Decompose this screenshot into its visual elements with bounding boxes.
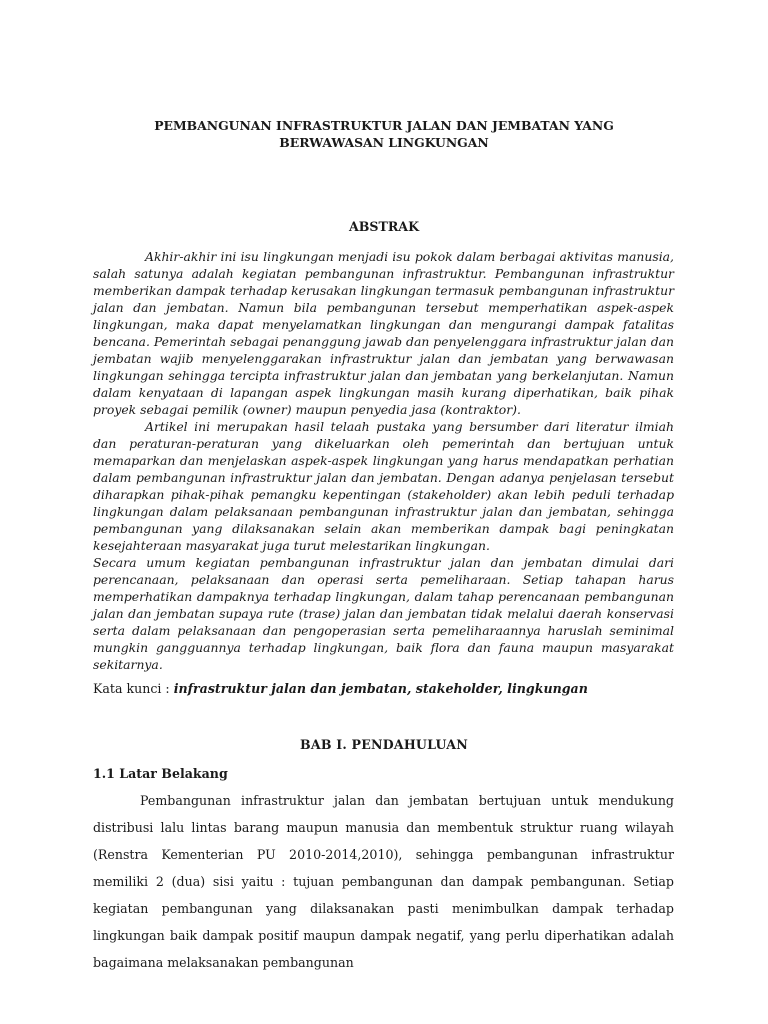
title-line-1: PEMBANGUNAN INFRASTRUKTUR JALAN DAN JEMBATAN YANG: [154, 118, 614, 133]
title-line-2: BERWAWASAN LINGKUNGAN: [279, 135, 489, 150]
keywords-line: [93, 680, 674, 698]
keywords-value: infrastruktur jalan dan jembatan, stakeholder, lingkungan: [173, 681, 588, 696]
abstract-paragraph-2: Artikel ini merupakan hasil telaah pustaka yang bersumber dari literatur ilmiah dan peraturan-peraturan yang dikeluarkan oleh pemerintah dan bertujuan untuk memaparkan dan menjelaskan aspek-aspek lingkungan yang harus mendapatkan perhatian dalam pembangunan infrastruktur jalan dan jembatan. Dengan adanya penjelasan tersebut diharapkan pihak-pihak pemangku kepentingan (stakeholder) akan lebih peduli terhadap lingkungan dalam pelaksanaan pembangunan infrastruktur jalan dan jembatan, sehingga pembangunan yang dilaksanakan selain akan memberikan dampak bagi peningkatan kesejahteraan masyarakat juga turut melestarikan lingkungan.: [93, 419, 674, 553]
body-text: [93, 787, 674, 976]
section-heading: 1.1 Latar Belakang: [93, 766, 228, 781]
abstract-paragraph-1: Akhir-akhir ini isu lingkungan menjadi isu pokok dalam berbagai aktivitas manusia, salah satunya adalah kegiatan pembangunan infrastruktur. Pembangunan infrastruktur memberikan dampak terhadap kerusakan lingkungan termasuk pembangunan infrastruktur jalan dan jembatan. Namun bila pembangunan tersebut memperhatikan aspek-aspek lingkungan, maka dapat menyelamatkan lingkungan dan mengurangi dampak fatalitas bencana. Pemerintah sebagai penanggung jawab dan penyelenggara infrastruktur jalan dan jembatan wajib menyelenggarakan infrastruktur jalan dan jembatan yang berwawasan lingkungan sehingga tercipta infrastruktur jalan dan jembatan yang berkelanjutan. Namun dalam kenyataan di lapangan aspek lingkungan masih kurang diperhatikan, baik pihak proyek sebagai pemilik (owner) maupun penyedia jasa (kontraktor).: [93, 249, 674, 417]
abstract-paragraph-3: Secara umum kegiatan pembangunan infrastruktur jalan dan jembatan dimulai dari perencanaan, pelaksanaan dan operasi serta pemeliharaan. Setiap tahapan harus memperhatikan dampaknya terhadap lingkungan, dalam tahap perencanaan pembangunan jalan dan jembatan supaya rute (trase) jalan dan jembatan tidak melalui daerah konservasi serta dalam pelaksanaan dan pengoperasian serta pemeliharaannya haruslah seminimal mungkin gangguannya terhadap lingkungan, baik flora dan fauna maupun masyarakat sekitarnya.: [93, 555, 674, 672]
chapter-heading: BAB I. PENDAHULUAN: [300, 737, 468, 752]
abstract-heading: ABSTRAK: [348, 219, 420, 234]
body-paragraph: Pembangunan infrastruktur jalan dan jembatan bertujuan untuk mendukung distribusi lalu lintas barang maupun manusia dan membentuk struktur ruang wilayah (Renstra Kementerian PU 2010-2014,2010), sehingga pembangunan infrastruktur memiliki 2 (dua) sisi yaitu : tujuan pembangunan dan dampak pembangunan. Setiap kegiatan pembangunan yang dilaksanakan pasti menimbulkan dampak terhadap lingkungan baik dampak positif maupun dampak negatif, yang perlu diperhatikan adalah bagaimana melaksanakan pembangunan: [93, 793, 674, 970]
paper-title: [100, 117, 668, 151]
keywords-label: Kata kunci :: [93, 681, 174, 696]
abstract-body: [93, 248, 674, 673]
